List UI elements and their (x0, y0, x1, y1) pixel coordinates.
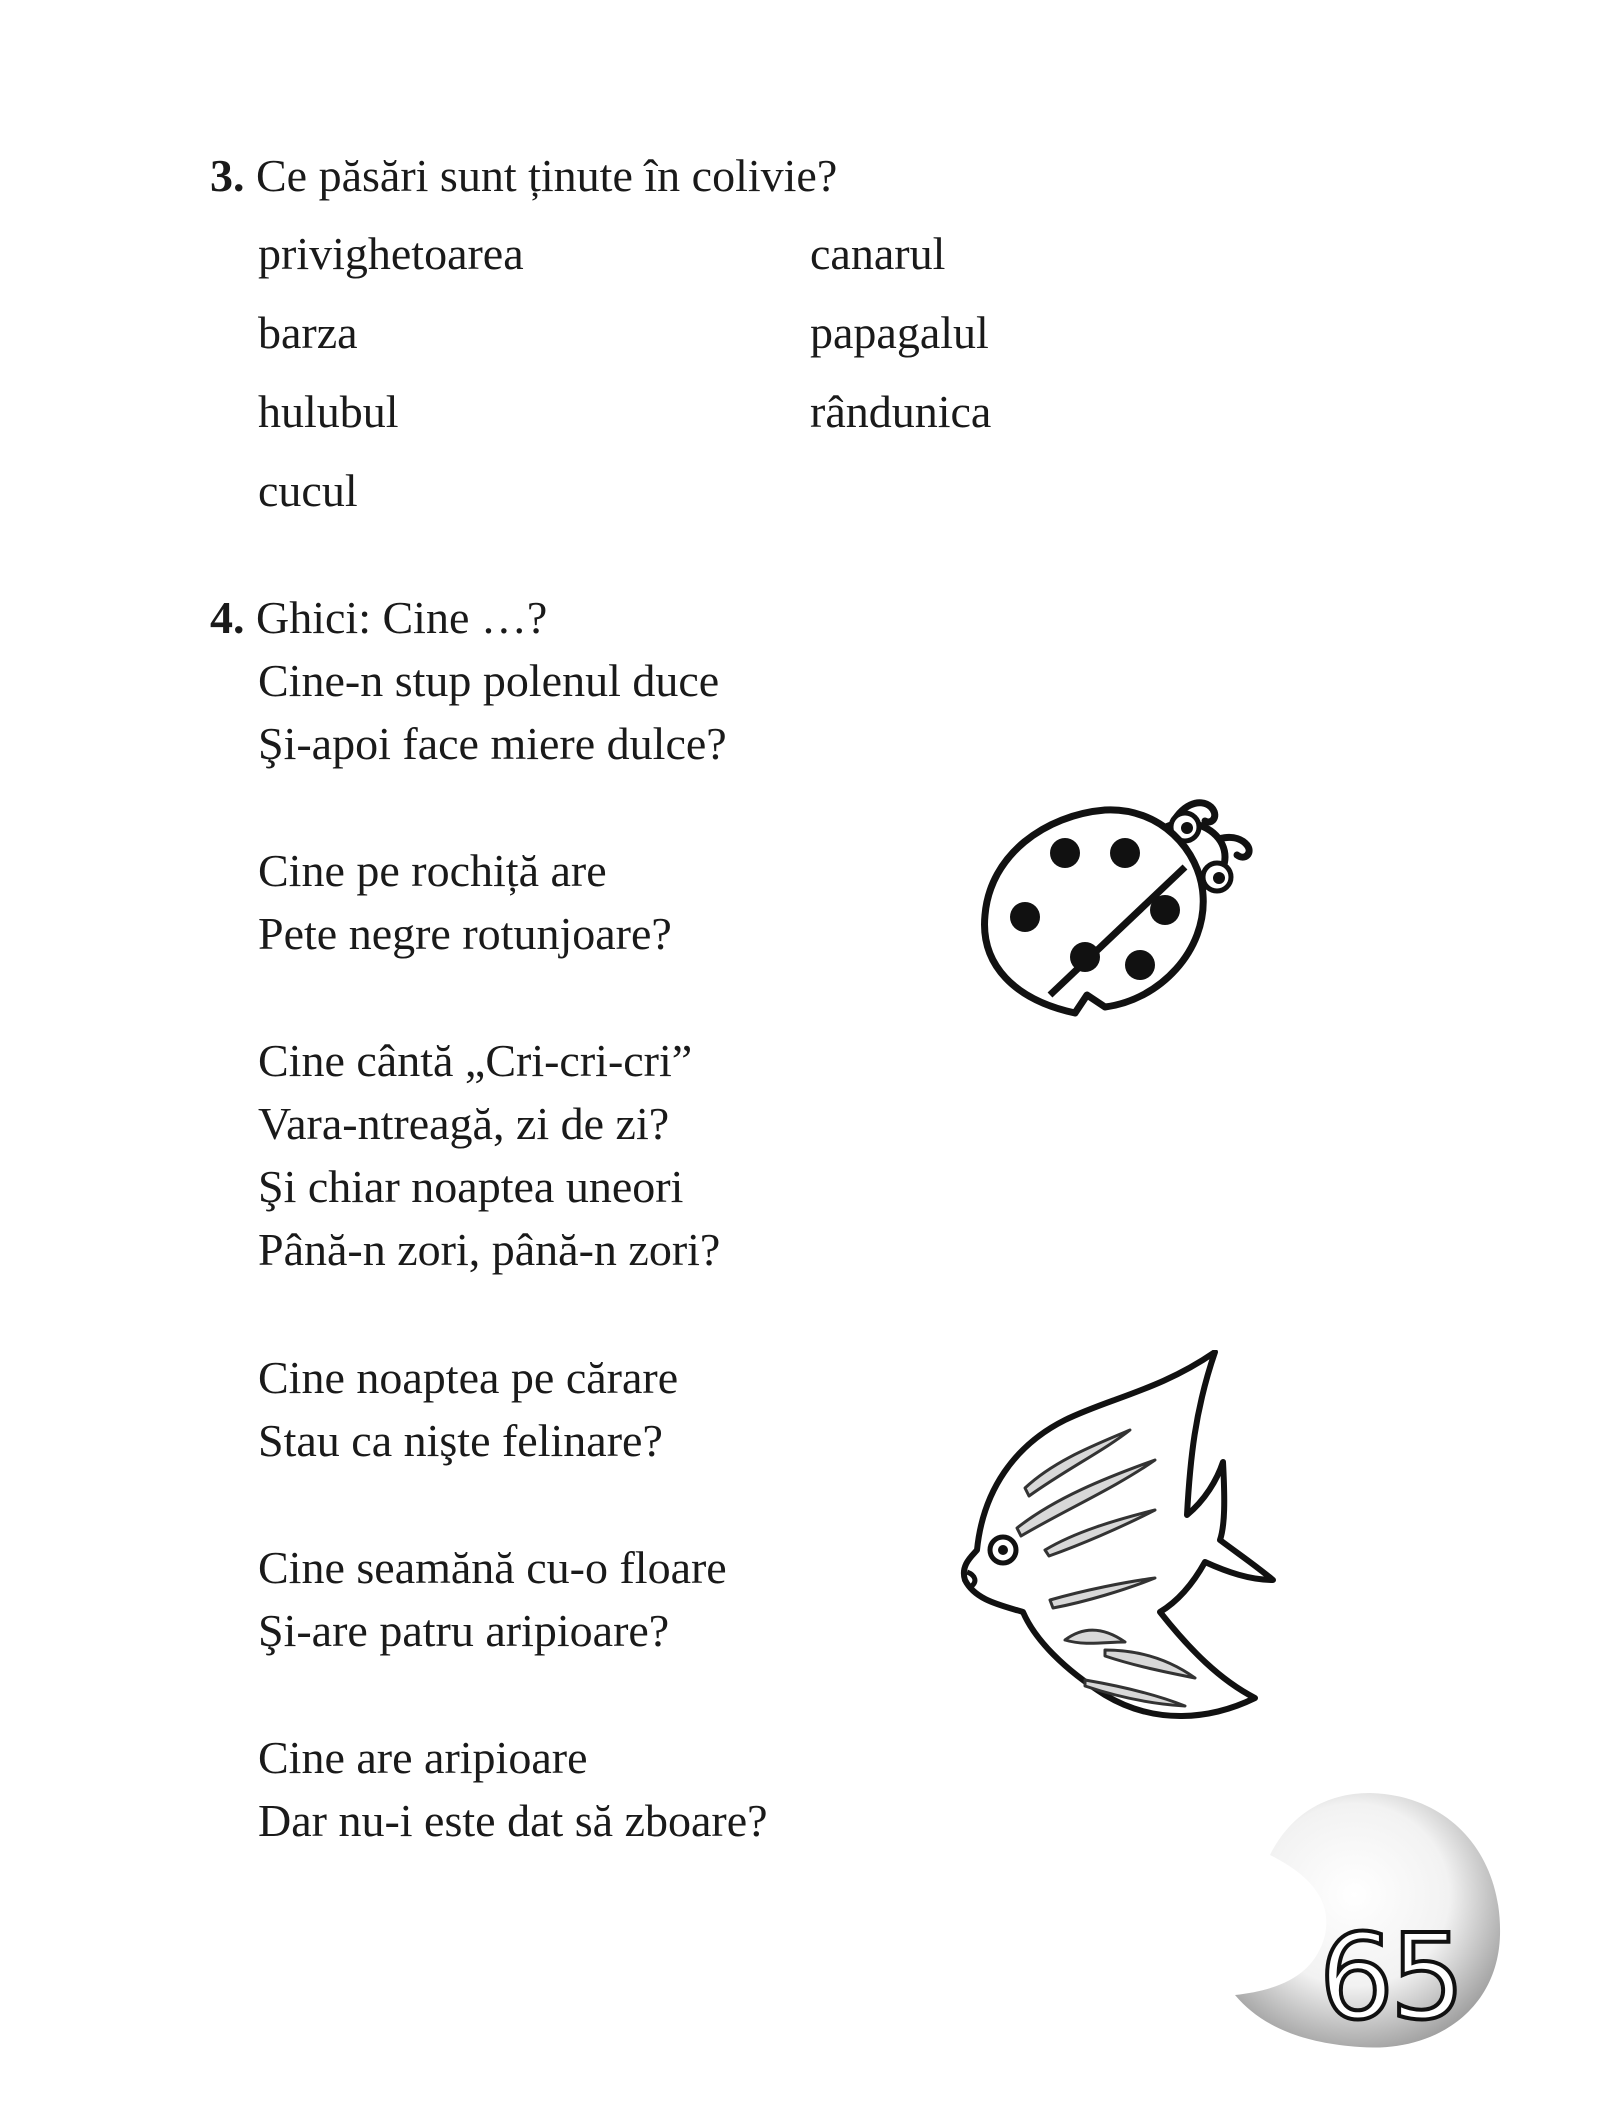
option-item: hulubul (258, 386, 399, 437)
riddle-line: Stau ca nişte felinare? (258, 1415, 663, 1466)
riddle-line: Până-n zori, până-n zori? (258, 1224, 721, 1275)
riddle-line: Dar nu-i este dat să zboare? (258, 1795, 768, 1846)
riddle-line: Şi-are patru aripioare? (258, 1605, 670, 1656)
riddle-line: Cine are aripioare (258, 1732, 588, 1783)
exercise-4-question: Ghici: Cine …? (256, 592, 548, 643)
riddle-line: Cine cântă „Cri-cri-cri” (258, 1035, 693, 1086)
riddle-line: Pete negre rotunjoare? (258, 908, 672, 959)
riddle-line: Şi chiar noaptea uneori (258, 1161, 684, 1212)
exercise-3-number: 3. (210, 150, 245, 201)
option-item: rândunica (810, 386, 992, 437)
fish-icon (955, 1350, 1295, 1740)
option-item: barza (258, 307, 358, 358)
option-item: privighetoarea (258, 228, 524, 279)
riddle-line: Cine seamănă cu-o floare (258, 1542, 727, 1593)
riddle-line: Cine pe rochiță are (258, 845, 607, 896)
exercise-3-heading (210, 148, 837, 204)
option-item: papagalul (810, 307, 989, 358)
exercise-4-heading (210, 590, 547, 646)
riddle-line: Şi-apoi face miere dulce? (258, 718, 727, 769)
option-item: canarul (810, 228, 946, 279)
exercise-3-question: Ce păsări sunt ținute în colivie? (256, 150, 838, 201)
riddle-line: Cine noaptea pe cărare (258, 1352, 679, 1403)
riddle-line: Cine-n stup polenul duce (258, 655, 720, 706)
riddle-line: Vara-ntreagă, zi de zi? (258, 1098, 670, 1149)
exercise-4-number: 4. (210, 592, 245, 643)
ladybug-icon (975, 795, 1275, 1025)
page-number: 65 (1318, 1908, 1462, 2046)
option-item: cucul (258, 465, 358, 516)
